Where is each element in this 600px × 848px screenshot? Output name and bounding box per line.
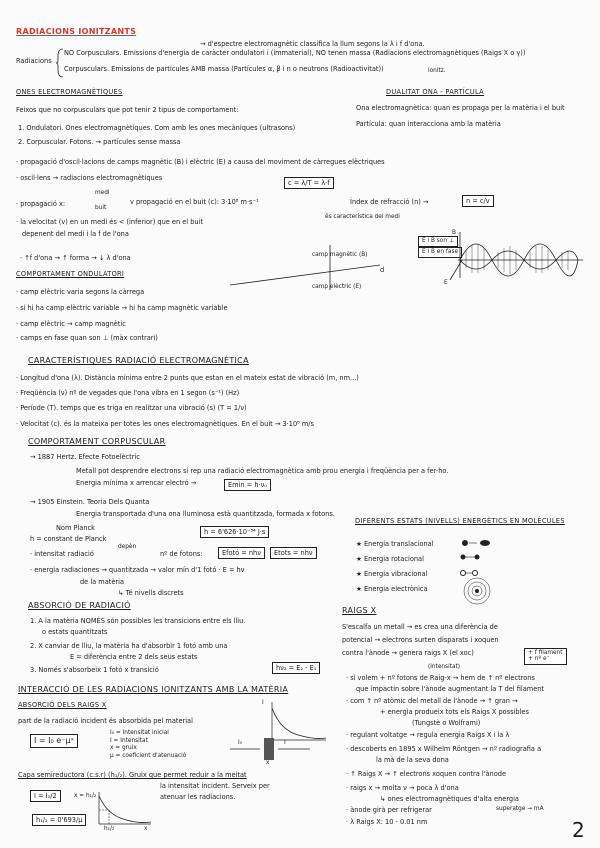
ones-depen: depenent del medi i la f de l'ona [22,230,129,238]
index-formula: n = c/v [462,195,494,207]
corp-t2: Energia mínima x arrencar electró → [76,479,197,487]
field-axes-diagram [230,235,400,305]
rx-10: · descoberts en 1895 x Wilhelm Röntgen → nº radiografia a [346,745,542,753]
beer-formula: I = I₀ e⁻μˣ [30,734,78,748]
corp-nfotons: nº de fotons: [160,550,203,558]
c-formula: c = λ/T = λ·f [284,177,334,189]
absorcio-heading: ABSORCIÓ DE RADIACIÓ [28,601,131,610]
comp-2: · si hi ha camp elèctric variable → hi ha camp magnètic variable [16,304,228,312]
rx-1: S'escalfa un metall → es crea una diferència de [342,623,498,631]
interaccio-heading: INTERACCIÓ DE LES RADIACIONS IONITZANTS AMB LA MATÈRIA [18,685,289,694]
energy-note: → d'espectre electromagnètic classifica la llum segons la λ i f d'ona. [200,40,425,48]
brace [56,48,64,78]
axis-e: E [444,280,448,286]
dual-2: Partícula: quan interacciona amb la matèria [356,120,501,128]
rx-16: · λ Raigs X: 10 - 0.01 nm [346,818,428,826]
estat-1: ★ Energia translacional [356,540,434,548]
slab-i0: I₀ [238,740,243,746]
ones-prop: · propagació d'oscil·lacions de camps magnètic (B) i elèctric (E) a causa del moviment de càrregues elèctriques [16,158,385,166]
rx-12: · ↑ Raigs X → ↑ electrons xoquen contra l'ànode [346,770,507,778]
h-value: h = 6'626·10⁻³⁴ J·s [200,526,269,538]
graph-h: h₁/₂ [104,826,115,832]
rx-15: · ànode girà per refrigerar [346,806,432,814]
eb-box2: E i B en fase [418,247,462,258]
abs-1b: o estats quantitzats [42,628,108,636]
ionitz-note: ionitz. [428,68,446,74]
corp-t1: Metall pot desprendre electrons si rep una radiació electromagnètica amb prou energia i freqüència per a fer-ho. [76,467,449,475]
abs-2: 2. X canviar de lliu, la matèria ha d'absorbir 1 fotó amb una [30,642,228,650]
corp-nivells: ↳ Té nivells discrets [118,589,184,597]
ones-propagacio: · propagació x: [16,200,66,208]
abs-formula: hν₂ = E₂ - E₁ [272,662,320,674]
corp-hconst: h = constant de Planck [30,535,107,543]
absorber-slab [230,735,320,765]
corp-depen: depèn [118,544,137,550]
etotal: Etots = nhν [270,547,317,559]
comp-3: · camp elèctric → camp magnètic [16,320,126,328]
rx-8: (Tungstè o Wolframi) [412,719,481,727]
comp-heading: COMPORTAMENT ONDULATORI [16,270,125,278]
rx-2: potencial → electrons surten disparats i xoquen [342,636,499,644]
corp-intens: · intensitat radiació [30,550,94,558]
corp-t3: Energia transportada d'una ona lluminosa està quantitzada, formada x fotons. [76,510,335,518]
rx-5: que impactin sobre l'ànode augmentant la T del filament [356,685,545,693]
ones-intro: Feixos que no corpusculars que pot tenir 2 tipus de comportament: [16,106,239,114]
camp-magnetic: camp magnètic (B) [312,252,368,258]
rx-3: contra l'ànode → genera raigs X (el xoc) [342,649,474,657]
estat-4: ★ Energia electrònica [356,585,428,593]
rx-9: · regulant voltatge → regula energia Raigs X i la λ [346,731,510,739]
raigsx-heading: RAIGS X [342,606,377,615]
molecule-diagrams [455,535,515,605]
interaccio-sub: ABSORCIÓ DELS RAIGS X [18,701,107,709]
caract-4: · Velocitat (c). és la mateixa per totes les ones electromagnètiques. En el buit → 3·10⁸ m/s [16,420,314,428]
rx-4: · si volem + nº fotons de Raig-x → hem de ↑ nº electrons [346,674,535,682]
hvalue-formula: h₁/₂ = 0'693/μ [32,814,86,826]
capa-2: la intensitat incident. Serveix per [160,782,270,790]
ones-heading: ONES ELECTROMAGNÈTIQUES [16,88,123,96]
rx-13: · raigs x → molta ν → poca λ d'ona [346,784,459,792]
ones-item1: 1. Ondulatori. Ones electromagnètiques. Com amb les ones mecàniques (ultrasons) [18,124,296,132]
intro-line1: NO Corpusculars. Emissions d'energia de caràcter ondulatori i (immaterial), NO tenen massa (Radiacions electromagnètiques (Raigs X o γ)) [64,49,526,57]
graph1-i: I [262,700,264,706]
radiacions-label: Radiacions [16,57,52,65]
abs-3: 3. Només s'absorbeix 1 fotó x transició [30,666,159,674]
corp-materia: de la matèria [80,578,124,586]
rx-box2: + nº e⁻ [528,656,550,663]
rx-superat: superatge → mA [496,806,544,812]
dual-1: Ona electromagnètica: quan es propaga per la matèria i el buit [356,104,565,112]
medi-label: medi [95,190,110,196]
caract-3: · Període (T). temps que es triga en realitzar una vibració (s) (T = 1/ν) [16,404,247,412]
abs-2b: E = diferència entre 2 dels seus estats [70,653,198,661]
corp-energ: · energia radiaciones → quantitzada → valor mín d'1 fotó · E = hν [30,566,245,574]
slab-x: x [266,760,270,766]
axis-d-label: d [380,266,385,274]
rx-6: · com ↑ nº atòmic del metall de l'ànode → ↑ gran → [346,697,518,705]
vprop: v propagació en el buit (c): 3·10⁸ m·s⁻¹ [130,198,259,206]
hx-formula: x = h₁/₂ [74,793,97,799]
page-number: 2 [572,818,585,842]
half-formula: I = I₀/2 [30,790,61,802]
leg-2: I = Intensitat [110,737,148,744]
axis-b: B [452,230,456,236]
efoto: Efotó = nhν [218,547,265,559]
rx-intens: (intensitat) [428,664,461,670]
ones-oscil: · oscil·lens → radiacions electromagnètiques [16,174,163,182]
corp-1887: → 1887 Hertz. Efecte Fotoelèctric [30,453,140,461]
corp-1905: → 1905 Einstein. Teoria Dels Quanta [30,498,150,506]
half-value-graph [95,790,155,830]
dual-heading: DUALITAT ONA - PARTÍCULA [386,88,484,96]
comp-1: · camp elèctric varia segons la càrrega [16,288,145,296]
ones-item2: 2. Corpuscular. Fotons. → partícules sense massa [18,138,181,146]
capa-3: atenuar les radiacions. [160,793,236,801]
estat-2: ★ Energia rotacional [356,555,424,563]
em-wave-diagram [448,230,588,290]
buit-label: buit [95,205,107,211]
capa-1: Capa semireductora (c.s.r) (h₁/₂). Gruix que permet reduir a la meitat [18,771,247,779]
leg-3: x = gruix [110,745,137,752]
leg-1: I₀ = Intensitat inicial [110,730,169,736]
caract-heading: CARACTERÍSTIQUES RADIACIÓ ELECTROMAGNÈTICA [28,356,249,365]
corp-planck: Nom Planck [56,524,95,532]
index-refraccio: Índex de refracció (n) → [350,198,429,206]
eb-box1: E i B son ⊥ [418,236,458,247]
caract-1: · Longitud d'ona (λ). Distància mínima entre 2 punts que estan en el mateix estat de vibració (m, nm...) [16,374,359,382]
rx-14: ↳ ones electromagnètiques d'alta energia [380,795,519,803]
graph-x: x [144,826,148,832]
corp-heading: COMPORTAMENT CORPUSCULAR [28,437,166,446]
estat-3: ★ Energia vibracional [356,570,428,578]
camp-electric: camp elèctric (E) [312,284,362,290]
page-title: RADIACIONS IONITZANTS [16,27,137,36]
emin-formula: Emin = h·ν₀ [224,479,271,491]
comp-4: · camps en fase quan son ⊥ (màx contrari) [16,334,158,342]
caract-medi: és característica del medi [325,214,400,220]
estats-heading: DIFERENTS ESTATS (NIVELLS) ENERGÈTICS EN MOLÈCULES [355,517,565,525]
caract-2: · Freqüència (ν) nº de vegades que l'ona vibra en 1 segon (s⁻¹) (Hz) [16,389,240,397]
leg-4: μ = coeficient d'atenuació [110,752,187,759]
ones-tf: · ↑f d'ona → ↑ forma → ↓ λ d'ona [20,254,131,262]
slab-i: I [284,740,286,746]
rx-7: + energia produeix tots els Raigs X possibles [380,708,529,716]
int-t1: part de la radiació incident és absorbida pel material [18,717,193,725]
rx-11: la mà de la seva dona [376,756,449,764]
rx-box [524,648,567,665]
ones-velocitat: · la velocitat (v) en un medi és < (inferior) que en el buit [16,218,204,226]
rx-box1: + f filament [528,650,563,656]
intro-line2: Corpusculars. Emissions de partícules AMB massa (Partícules α, β i n o neutrons (Radioactivitat)) [64,65,384,73]
abs-1: 1. A la matèria NOMÉS són possibles les transicions entre els lliu. [30,617,246,625]
int-legend [110,730,186,760]
